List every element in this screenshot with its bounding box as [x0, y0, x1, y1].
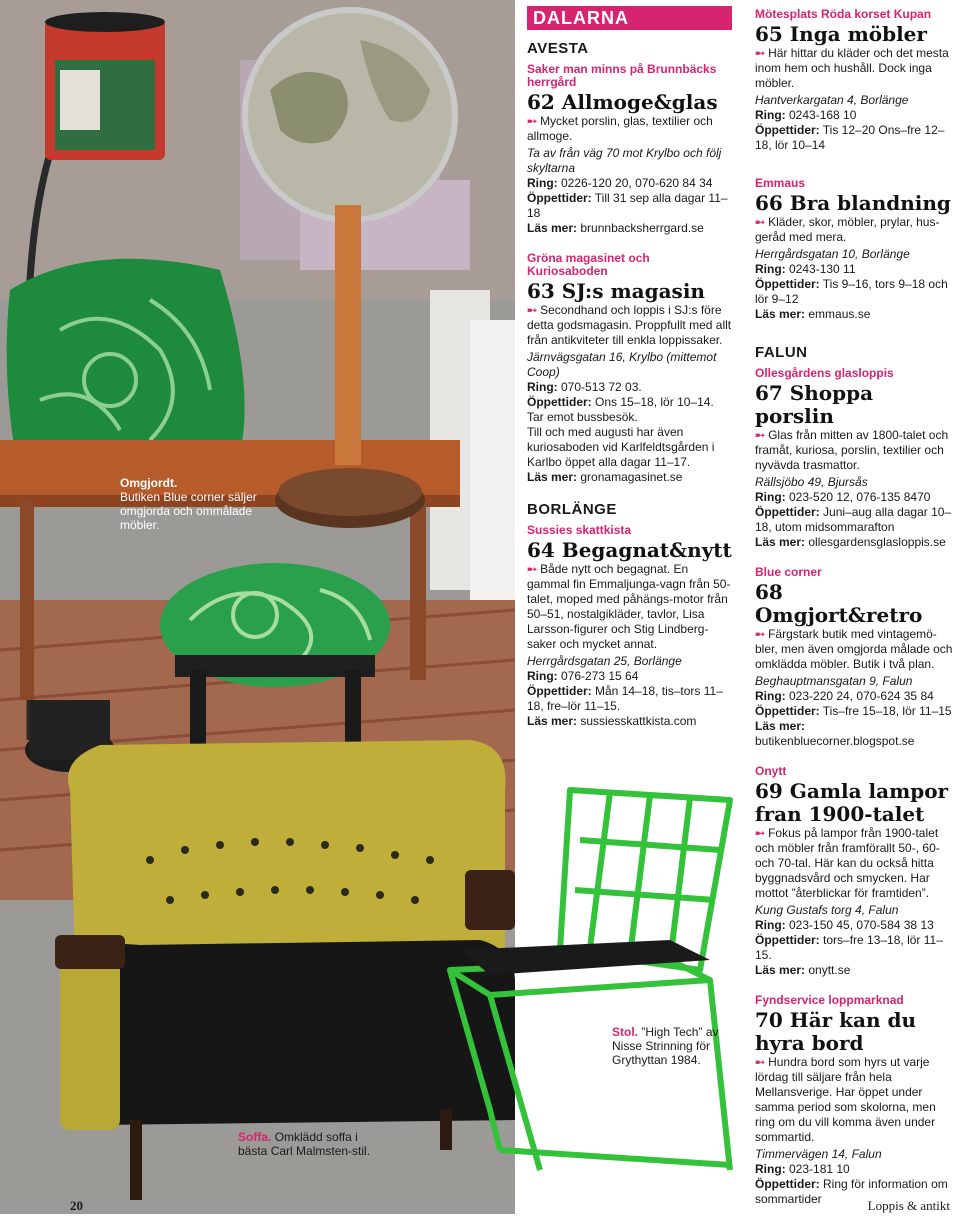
region-heading: DALARNA — [527, 6, 732, 30]
website-link[interactable]: gronamagasinet.se — [580, 470, 683, 484]
entry-hours — [755, 933, 955, 963]
label-more: Läs mer: — [527, 221, 578, 235]
caption-lead: Omgjordt. — [120, 476, 178, 490]
entry-hours — [755, 704, 955, 719]
hours-value: Tis 9–16, tors 9–18 och lör 9–12 — [755, 277, 948, 306]
entry-place: Sussies skattkista — [527, 523, 632, 537]
entry-title: 65 Inga möbler — [755, 22, 927, 46]
website-link[interactable]: butikenbluecorner.blogspot.se — [755, 734, 915, 748]
entry-phone — [527, 380, 732, 395]
entry-description — [755, 215, 955, 245]
entry-hours — [755, 277, 955, 307]
city-heading-avesta: AVESTA — [527, 40, 589, 57]
hours-value: Mån 14–18, tis–tors 11–18, fre–lör 11–15. — [527, 684, 723, 713]
entry-website — [755, 963, 955, 978]
entry-phone — [755, 918, 955, 933]
column-1 — [527, 0, 732, 745]
phone-value: 0243-168 10 — [789, 108, 857, 122]
entry-title: 62 Allmoge&glas — [527, 90, 718, 114]
label-open: Öppettider: — [755, 505, 820, 519]
entry-address: Beghauptmansgatan 9, Falun — [755, 674, 913, 688]
entry-hours — [755, 123, 955, 153]
label-ring: Ring: — [527, 176, 558, 190]
entry-title: 68 Omgjort&retro — [755, 580, 923, 627]
label-more: Läs mer: — [527, 470, 578, 484]
entry-phone — [755, 1162, 955, 1177]
label-open: Öppettider: — [755, 123, 820, 137]
entry-address: Rällsjöbo 49, Bjursås — [755, 475, 868, 489]
caption-soffa — [238, 1130, 378, 1158]
entry-64 — [527, 524, 732, 729]
label-open: Öppettider: — [755, 277, 820, 291]
magazine-name: Loppis & antikt — [867, 1198, 950, 1213]
phone-value: 023-150 45, 070-584 38 13 — [789, 918, 934, 932]
arrow-icon: ➸ — [755, 1055, 766, 1069]
hours-value: Ring för information om sommartider — [755, 1177, 948, 1206]
phone-value: 0243-130 11 — [789, 262, 856, 276]
caption-text: ”High Tech” av Nisse Strinning för Grythyttan 1984. — [612, 1025, 719, 1067]
entry-body: Hundra bord som hyrs ut varje lördag till säljare från hela Mellansverige. Har öppet under samma period som skolorna, men ring om du vill komma även under sommartid. — [755, 1055, 936, 1144]
entry-place: Ollesgårdens glasloppis — [755, 366, 894, 380]
entry-62 — [527, 63, 732, 236]
chair-illustration — [430, 780, 750, 1180]
arrow-icon: ➸ — [755, 428, 766, 442]
entry-note: Till och med augusti har även kuriosaboden vid Karlfeldtsgården i Karlbo öppet alla dagar 11–17. — [527, 425, 715, 469]
phone-value: 023-220 24, 070-624 35 84 — [789, 689, 934, 703]
hours-value: tors–fre 13–18, lör 11–15. — [755, 933, 943, 962]
arrow-icon: ➸ — [755, 826, 766, 840]
entry-address: Timmervägen 14, Falun — [755, 1147, 882, 1161]
entry-title: 69 Gamla lampor fran 1900-talet — [755, 779, 949, 826]
website-link[interactable]: brunnbacksherrgard.se — [580, 221, 704, 235]
arrow-icon: ➸ — [755, 215, 766, 229]
entry-address: Kung Gustafs torg 4, Falun — [755, 903, 899, 917]
entry-68 — [755, 566, 955, 749]
entry-body: Både nytt och begagnat. En gammal fin Emmaljunga-vagn från 50-talet, moped med påhängs-motor från 50–51, nostalgikläder, tavlor, Lisa Larsson-figurer och Stig Lindberg-saker och mycket annat. — [527, 562, 731, 651]
label-more: Läs mer: — [755, 719, 806, 733]
entry-place: Fyndservice loppmarknad — [755, 993, 904, 1007]
city-heading-falun: FALUN — [755, 344, 808, 361]
entry-description — [527, 303, 732, 348]
phone-value: 023-520 12, 076-135 8470 — [789, 490, 931, 504]
entry-place: Blue corner — [755, 565, 822, 579]
website-link[interactable]: ollesgardensglasloppis.se — [808, 535, 946, 549]
entry-description — [755, 826, 955, 901]
website-link[interactable]: emmaus.se — [808, 307, 871, 321]
hours-value: Ons 15–18, lör 10–14. — [595, 395, 714, 409]
entry-place: Saker man minns på Brunnbäcks herrgård — [527, 62, 717, 89]
entry-description — [755, 46, 955, 91]
label-more: Läs mer: — [755, 963, 806, 977]
entry-title: 70 Här kan du hyra bord — [755, 1008, 916, 1055]
entry-address: Herrgårdsgatan 10, Borlänge — [755, 247, 910, 261]
entry-body: Mycket porslin, glas, textilier och allmoge. — [527, 114, 713, 143]
entry-65 — [755, 8, 955, 153]
entry-67 — [755, 367, 955, 550]
entry-place: Gröna magasinet och Kuriosaboden — [527, 251, 650, 278]
hours-value: Tis 12–20 Ons–fre 12–18, lör 10–14 — [755, 123, 945, 152]
caption-text: Butiken Blue corner säljer omgjorda och ommålade möbler. — [120, 490, 257, 532]
label-ring: Ring: — [755, 689, 786, 703]
hours-value: Till 31 sep alla dagar 11–18 — [527, 191, 728, 220]
label-open: Öppettider: — [527, 684, 592, 698]
entry-66 — [755, 177, 955, 322]
label-open: Öppettider: — [755, 1177, 820, 1191]
label-more: Läs mer: — [527, 714, 578, 728]
phone-value: 0226-120 20, 070-620 84 34 — [561, 176, 713, 190]
caption-lead: Stol. — [612, 1025, 638, 1039]
entry-phone — [755, 490, 955, 505]
entry-phone — [755, 689, 955, 704]
label-ring: Ring: — [755, 918, 786, 932]
caption-text: Omklädd soffa i bästa Carl Malmsten-stil. — [238, 1130, 371, 1158]
phone-value: 076-273 15 64 — [561, 669, 639, 683]
label-more: Läs mer: — [755, 535, 806, 549]
column-2 — [755, 0, 955, 1223]
entry-hours — [527, 395, 732, 410]
label-ring: Ring: — [755, 1162, 786, 1176]
label-ring: Ring: — [527, 380, 558, 394]
arrow-icon: ➸ — [755, 627, 766, 641]
label-open: Öppettider: — [755, 933, 820, 947]
city-heading-borlange: BORLÄNGE — [527, 501, 617, 518]
caption-stol — [612, 1025, 732, 1067]
entry-title: 67 Shoppa porslin — [755, 381, 874, 428]
arrow-icon: ➸ — [527, 562, 538, 576]
entry-website — [755, 307, 955, 322]
page-number: 20 — [70, 1198, 83, 1213]
entry-description — [755, 1055, 955, 1145]
entry-note: Tar emot bussbesök. — [527, 410, 638, 424]
entry-title: 66 Bra blandning — [755, 191, 951, 215]
label-open: Öppettider: — [755, 704, 820, 718]
entry-body: Kläder, skor, möbler, prylar, hus-geråd med mera. — [755, 215, 940, 244]
phone-value: 070-513 72 03. — [561, 380, 642, 394]
entry-description — [755, 627, 955, 672]
arrow-icon: ➸ — [527, 114, 538, 128]
phone-value: 023-181 10 — [789, 1162, 850, 1176]
entry-place: Emmaus — [755, 176, 806, 190]
entry-title: 63 SJ:s magasin — [527, 279, 705, 303]
entry-address: Järnvägsgatan 16, Krylbo (mittemot Coop) — [527, 350, 717, 379]
caption-omgjordt — [120, 476, 260, 532]
entry-phone — [527, 669, 732, 684]
entry-description — [527, 114, 732, 144]
label-open: Öppettider: — [527, 191, 592, 205]
entry-hours — [527, 684, 732, 714]
entry-69 — [755, 765, 955, 978]
entry-body: Glas från mitten av 1800-talet och framåt, kuriosa, porslin, textilier och nyvävda trasmattor. — [755, 428, 949, 472]
entry-hours — [527, 191, 732, 221]
entry-phone — [755, 262, 955, 277]
entry-phone — [755, 108, 955, 123]
entry-hours — [755, 505, 955, 535]
entry-website — [527, 714, 732, 729]
website-link[interactable]: onytt.se — [808, 963, 851, 977]
caption-lead: Soffa. — [238, 1130, 272, 1144]
entry-body: Färgstark butik med vintagemö-bler, men även omgjorda målade och omklädda möbler. Butik i två plan. — [755, 627, 953, 671]
entry-website — [755, 719, 955, 749]
entry-place: Onytt — [755, 764, 787, 778]
label-ring: Ring: — [527, 669, 558, 683]
label-ring: Ring: — [755, 490, 786, 504]
entry-address: Hantverkargatan 4, Borlänge — [755, 93, 909, 107]
entry-website — [755, 535, 955, 550]
website-link[interactable]: sussiesskattkista.com — [580, 714, 697, 728]
entry-description — [755, 428, 955, 473]
entry-place: Mötesplats Röda korset Kupan — [755, 7, 932, 21]
hours-value: Tis–fre 15–18, lör 11–15 — [822, 704, 952, 718]
label-ring: Ring: — [755, 262, 786, 276]
entry-body: Här hittar du kläder och det mesta inom hem och hushåll. Dock inga möbler. — [755, 46, 949, 90]
hours-value: Juni–aug alla dagar 10–18, utom midsommarafton — [755, 505, 952, 534]
entry-phone — [527, 176, 732, 191]
entry-address: Herrgårdsgatan 25, Borlänge — [527, 654, 682, 668]
arrow-icon: ➸ — [755, 46, 766, 60]
arrow-icon: ➸ — [527, 303, 538, 317]
entry-body: Fokus på lampor från 1900-talet och möbler från framförallt 50-, 60- och 70-tal. Här kan du också hitta byggnadsvård och smycken. Har mottot ”återblickar för framtiden”. — [755, 826, 940, 900]
entry-title: 64 Begagnat&nytt — [527, 538, 732, 562]
entry-address: Ta av från väg 70 mot Krylbo och följ skyltarna — [527, 146, 722, 175]
entry-website — [527, 470, 732, 485]
label-open: Öppettider: — [527, 395, 592, 409]
label-more: Läs mer: — [755, 307, 806, 321]
entry-70 — [755, 994, 955, 1207]
entry-website — [527, 221, 732, 236]
entry-63 — [527, 252, 732, 485]
entry-description — [527, 562, 732, 652]
entry-body: Secondhand och loppis i SJ:s före detta godsmagasin. Proppfullt med allt från antikviteter till enkla loppissaker. — [527, 303, 732, 347]
label-ring: Ring: — [755, 108, 786, 122]
